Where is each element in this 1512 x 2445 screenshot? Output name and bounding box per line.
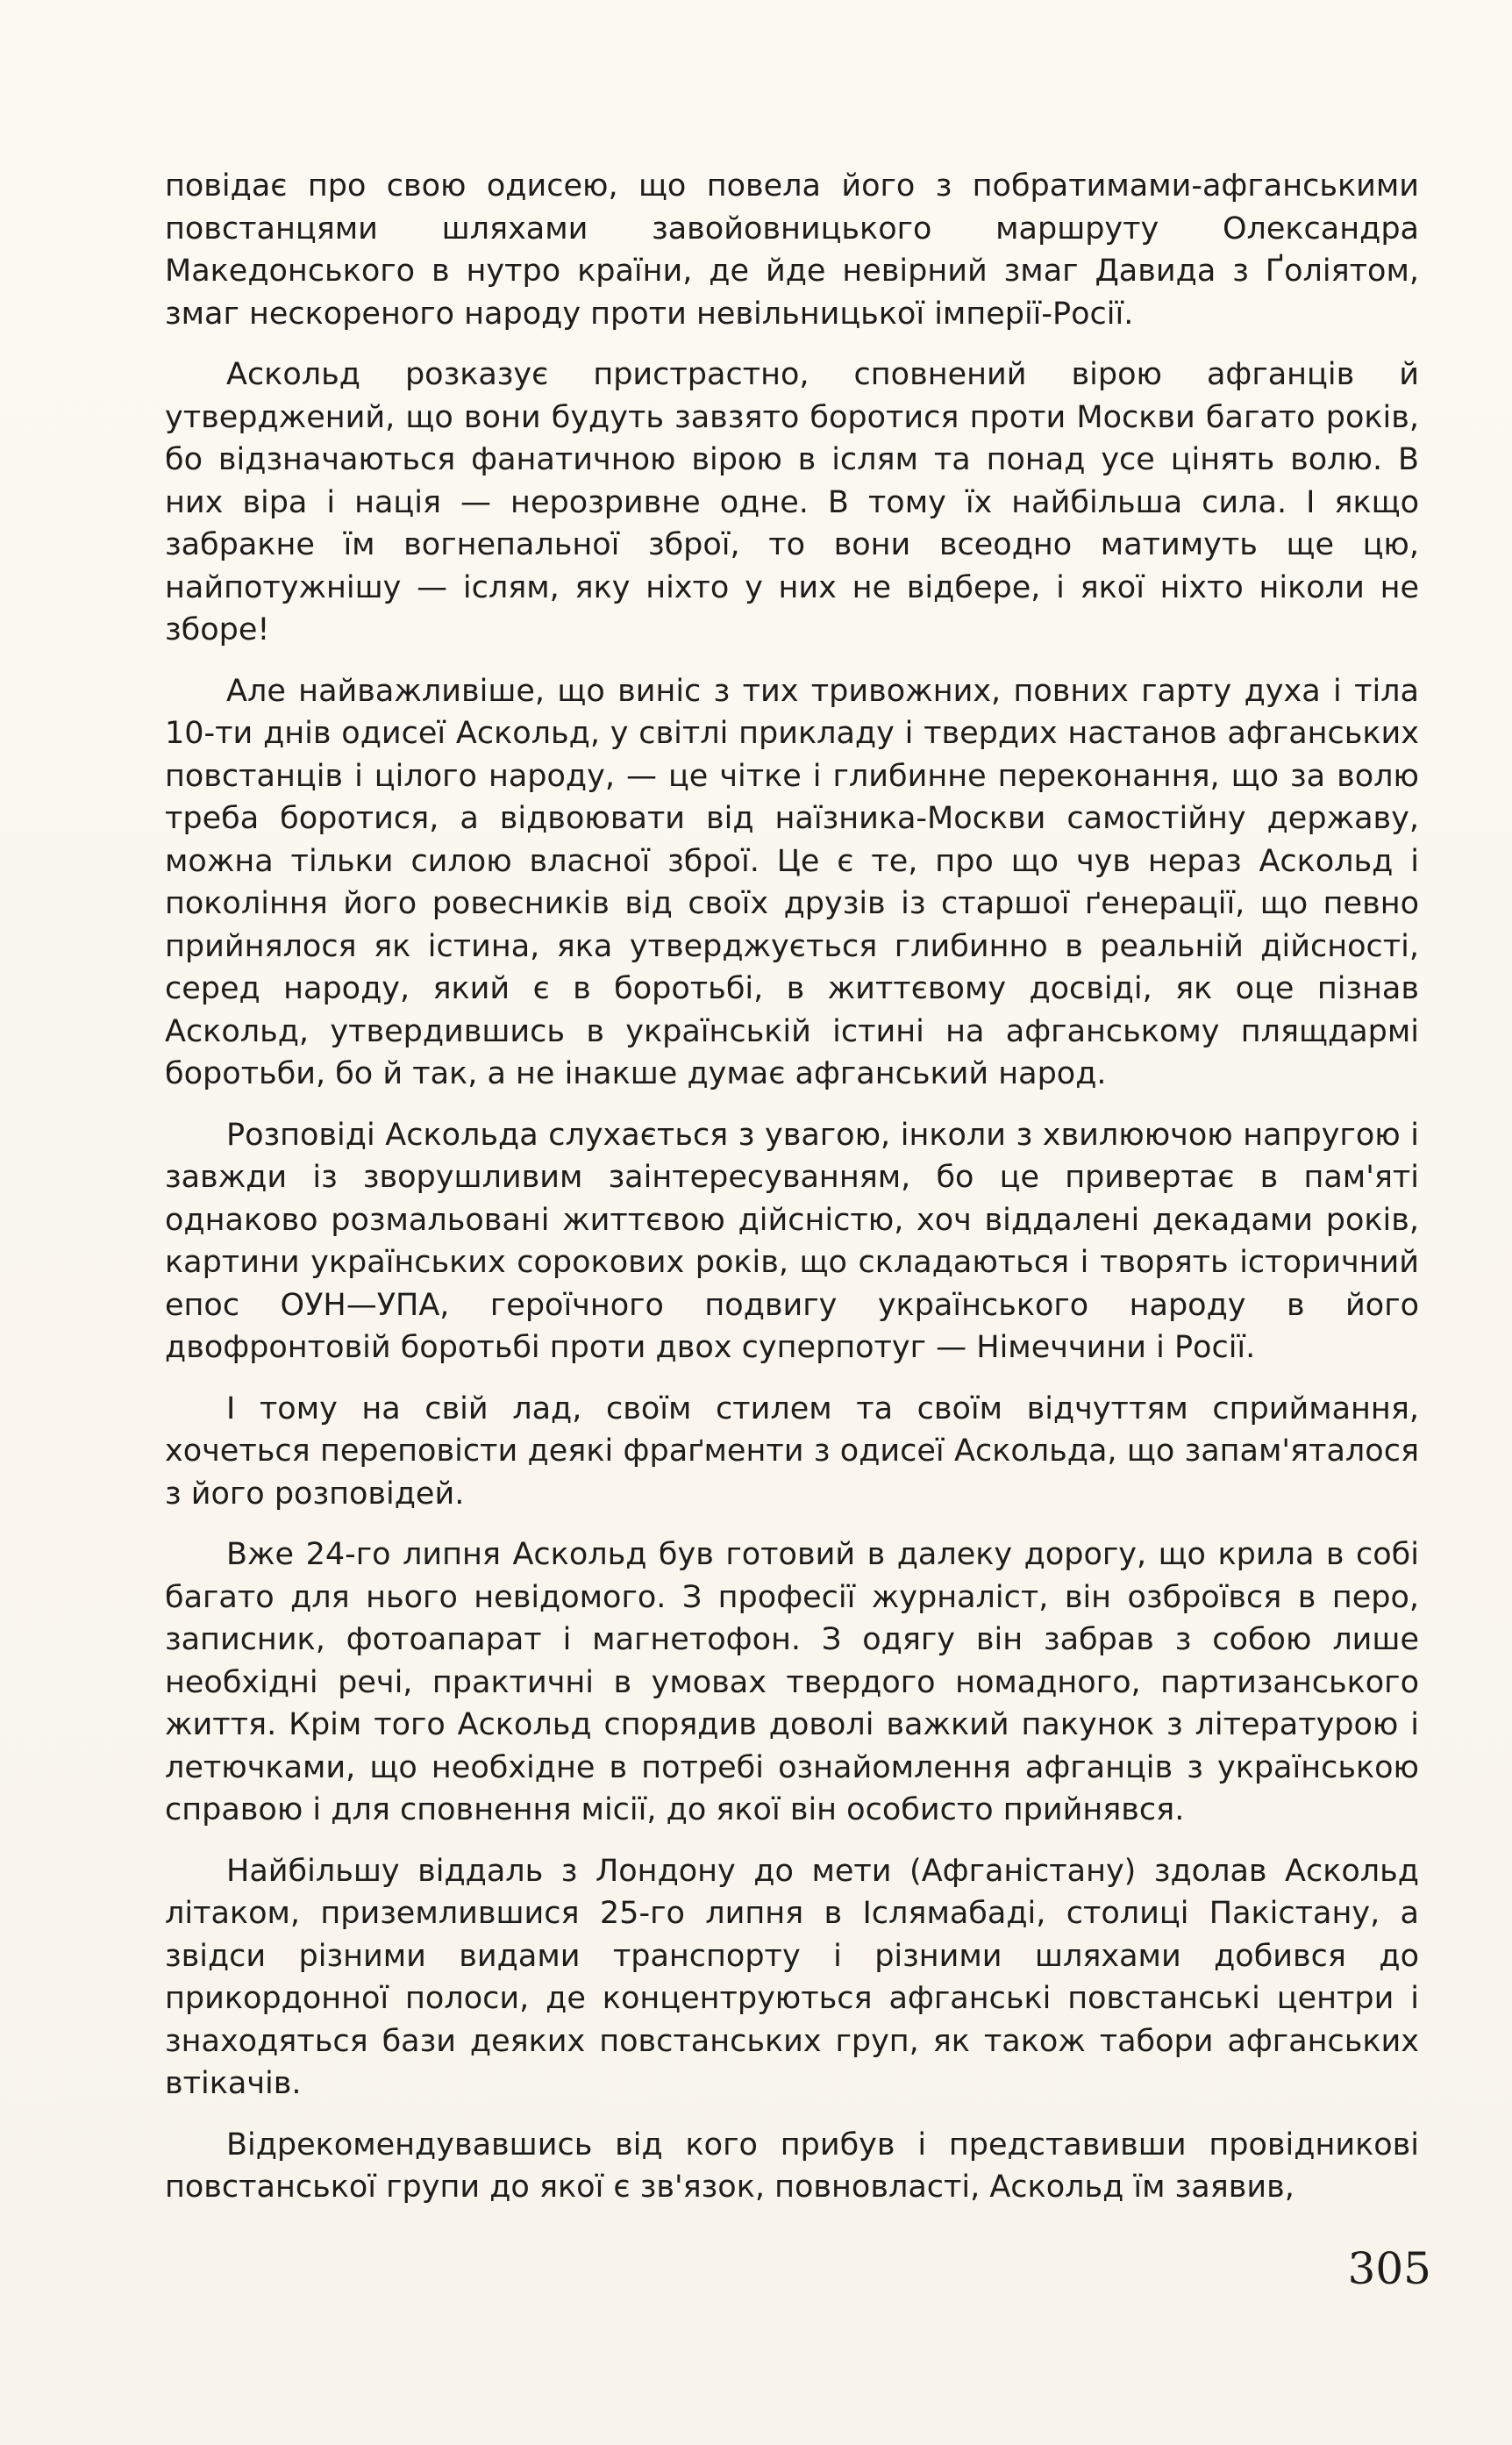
paragraph-4: Розповіді Аскольда слухається з увагою, інколи з хвилюючою напругою і завжди із зворушливим заінтересуванням, бо це привертає в пам'яті однаково розмальовані життєвою дійсністю, хоч віддалені декадами років, картини українських сорокових років, що складаються і творять історичний епос ОУН—УПА, героїчного подвигу українського народу в його двофронтовій боротьбі проти двох суперпотуг — Німеччини і Росії.	[165, 1117, 1419, 1365]
paragraph-1: повідає про свою одисею, що повела його з побратимами-афганськими повстанцями шляхами завойовницького маршруту Олександра Македонського в нутро країни, де йде невірний змаг Давида з Ґоліятом, змаг нескореного народу проти невільницької імперії-Росії.	[165, 168, 1419, 332]
paragraph-7: Найбільшу віддаль з Лондону до мети (Афганістану) здолав Аскольд літаком, приземлившися 25-го липня в Іслямабаді, столиці Пакістану, а звідси різними видами транспорту і різними шляхами добився до прикордонної полоси, де концентруються афганські повстанські центри і знаходяться бази деяких повстанських груп, як також табори афганських втікачів.	[165, 1853, 1419, 2101]
paragraph-3: Але найважливіше, що виніс з тих тривожних, повних гарту духа і тіла 10-ти днів одисеї Аскольд, у світлі прикладу і твердих настанов афганських повстанців і цілого народу, — це чітке і глибинне переконання, що за волю треба боротися, а відвоювати від наїзника-Москви самостійну державу, можна тільки силою власної зброї. Це є те, про що чув нераз Аскольд і покоління його ровесників від своїх друзів із старшої ґенерації, що певно прийнялося як істина, яка утверджується глибинно в реальній дійсності, серед народу, який є в боротьбі, в життєвому досвіді, як оце пізнав Аскольд, утвердившись в українській істині на афганському плящдармі боротьби, бо й так, а не інакше думає афганський народ.	[165, 673, 1419, 1091]
page-number: 305	[1347, 2243, 1431, 2294]
body-text	[165, 165, 1419, 2227]
paragraph-8: Відрекомендувавшись від кого прибув і представивши провідникові повстанської групи до якої є зв'язок, повновласті, Аскольд їм заявив,	[165, 2127, 1419, 2205]
paragraph-6: Вже 24-го липня Аскольд був готовий в далеку дорогу, що крила в собі багато для нього невідомого. З професії журналіст, він озброївся в перо, записник, фотоапарат і магнетофон. З одягу він забрав з собою лише необхідні речі, практичні в умовах твердого номадного, партизанського життя. Крім того Аскольд спорядив доволі важкий пакунок з літературою і летючками, що необхідне в потребі ознайомлення афганців з українською справою і для сповнення місії, до якої він особисто прийнявся.	[165, 1537, 1419, 1827]
paragraph-2: Аскольд розказує пристрастно, сповнений вірою афганців й утверджений, що вони будуть завзято боротися проти Москви багато років, бо відзначаються фанатичною вірою в іслям та понад усе цінять волю. В них віра і нація — нерозривне одне. В тому їх найбільша сила. І якщо забракне їм вогнепальної зброї, то вони всеодно матимуть ще цю, найпотужнішу — іслям, яку ніхто у них не відбере, і якої ніхто ніколи не зборе!	[165, 357, 1419, 647]
paragraph-5: І тому на свій лад, своїм стилем та своїм відчуттям сприймання, хочеться переповісти деякі фраґменти з одисеї Аскольда, що запам'яталося з його розповідей.	[165, 1391, 1419, 1512]
